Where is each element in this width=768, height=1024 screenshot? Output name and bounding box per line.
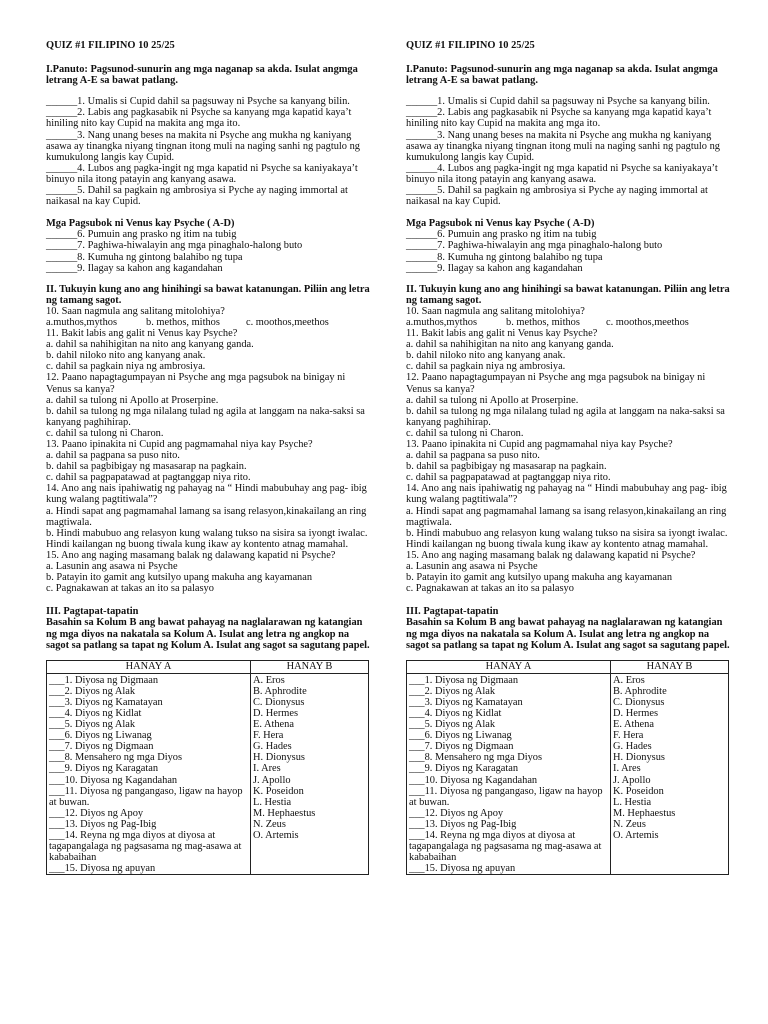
hanay-a-item: ___3. Diyos ng Kamatayan (49, 696, 163, 708)
quiz-title: QUIZ #1 FILIPINO 10 25/25 (406, 40, 535, 51)
part2-line: b. Patayin ito gamit ang kutsilyo upang makuha ang kayamanan (46, 572, 313, 584)
part2-line: c. dahil sa pagpapatawad at pagtanggap niya rito. (46, 472, 251, 484)
hanay-b-item: H. Dionysus (613, 752, 665, 764)
hanay-b-item: G. Hades (613, 741, 652, 753)
part2-line: 11. Bakit labis ang galit ni Venus kay Psyche? (46, 328, 238, 340)
trial-item: ______6. Pumuin ang prasko ng itim na tubig (406, 229, 597, 241)
hanay-b-item: G. Hades (253, 741, 292, 753)
part2-line: 12. Paano napagtagumpayan ni Psyche ang mga pagsubok na binigay ni Venus sa kanya? (406, 372, 706, 395)
part2-line: b. dahil niloko nito ang kanyang anak. (406, 350, 566, 362)
hanay-b-item: C. Dionysus (253, 696, 305, 708)
option-b: b. methos, mithos (146, 316, 220, 328)
hanay-a-item: ___7. Diyos ng Digmaan (409, 741, 514, 753)
hanay-a-item: ___10. Diyosa ng Kagandahan (49, 774, 178, 786)
hanay-a-item: ___9. Diyos ng Karagatan (409, 763, 519, 775)
hanay-a-header: HANAY A (407, 660, 611, 673)
part2-line: c. dahil sa pagpapatawad at pagtanggap niya rito. (406, 472, 611, 484)
hanay-b-item: L. Hestia (613, 796, 652, 808)
part2-heading: II. Tukuyin kung ano ang hinihingi sa bawat katanungan. Piliin ang letra ng tamang sagot. (406, 283, 730, 306)
hanay-a-item: ___14. Reyna ng mga diyos at diyosa at tagapangalaga ng pagsasama ng mag-asawa at kababaihan (409, 830, 602, 864)
hanay-a-item: ___11. Diyosa ng pangangaso, ligaw na hayop at buwan. (49, 785, 243, 808)
quiz-copy-right (406, 40, 731, 875)
part2-line: a. dahil sa nahihigitan na nito ang kanyang ganda. (406, 339, 614, 351)
part2-line: 13. Paano ipinakita ni Cupid ang pagmamahal niya kay Psyche? (46, 439, 313, 450)
part3-instruction: Basahin sa Kolum B ang bawat pahayag na naglalarawan ng katangian ng mga diyos na nakatala sa Kolum A. Isulat ang letra ng angkop na sagot sa patlang sa tapat ng Kolum A. Isulat ang sagot sa sagutang papel. (46, 617, 370, 651)
hanay-a-item: ___5. Diyos ng Alak (409, 719, 496, 731)
part2-line: a. dahil sa tulong ni Apollo at Proserpine. (406, 394, 579, 406)
hanay-a-item: ___5. Diyos ng Alak (49, 719, 136, 731)
hanay-b-item: M. Hephaestus (613, 807, 676, 819)
part2-items (46, 328, 371, 594)
hanay-b-header: HANAY B (611, 660, 729, 673)
trial-item: ______7. Paghiwa-hiwalayin ang mga pinaghalo-halong buto (46, 240, 303, 252)
hanay-b-item: O. Artemis (613, 830, 659, 841)
question-10-options (46, 317, 371, 328)
trial-item: ______9. Ilagay sa kahon ang kagandahan (406, 262, 583, 274)
part1-heading: I.Panuto: Pagsunod-sunurin ang mga naganap sa akda. Isulat angmga letrang A-E sa bawat patlang. (406, 64, 718, 87)
question-10: 10. Saan nagmula ang salitang mitolohiya? (406, 305, 585, 317)
part2-line: c. dahil sa tulong ni Charon. (46, 427, 164, 439)
matching-table-body (47, 673, 369, 875)
trial-item: ______8. Kumuha ng gintong balahibo ng tupa (46, 251, 243, 263)
part1-items (46, 96, 371, 207)
hanay-b-column (251, 673, 369, 875)
quiz-copy-left (46, 40, 371, 875)
hanay-b-item: M. Hephaestus (253, 807, 316, 819)
part2-line: 14. Ano ang nais ipahiwatig ng pahayag na “ Hindi mabubuhay ang pag- ibig kung walang pagtitiwala”? (406, 483, 727, 506)
part1-item: ______4. Lubos ang pagka-ingit ng mga kapatid ni Psyche sa kaniyakaya’t binuyo nila itong patayin ang kanyang asawa. (406, 162, 718, 185)
part1-item: ______1. Umalis si Cupid dahil sa pagsuway ni Psyche sa kanyang bilin. (46, 96, 350, 108)
trials-items (406, 229, 731, 273)
matching-table-header (407, 660, 729, 673)
hanay-a-item: ___15. Diyosa ng apuyan (49, 863, 156, 875)
part2-line: b. Hindi mabubuo ang relasyon kung walang tukso na sisira sa iyongt iwalac. Hindi kailangan ng buong tiwala kung ikaw ay kontento atnag mamahal. (46, 527, 368, 550)
option-b: b. methos, mithos (506, 316, 580, 328)
part1-item: ______4. Lubos ang pagka-ingit ng mga kapatid ni Psyche sa kaniyakaya’t binuyo nila itong patayin ang kanyang asawa. (46, 162, 358, 185)
matching-table (406, 660, 729, 876)
part3-heading: III. Pagtapat-tapatin (46, 606, 139, 618)
hanay-a-item: ___2. Diyos ng Alak (49, 685, 136, 697)
hanay-a-item: ___10. Diyosa ng Kagandahan (409, 774, 538, 786)
hanay-a-header: HANAY A (47, 660, 251, 673)
hanay-b-item: D. Hermes (613, 707, 659, 719)
part2-line: b. dahil niloko nito ang kanyang anak. (46, 350, 206, 362)
hanay-b-item: B. Aphrodite (253, 685, 307, 697)
part2-line: a. Lasunin ang asawa ni Psyche (46, 561, 178, 573)
hanay-b-item: K. Poseidon (613, 785, 664, 797)
trials-heading: Mga Pagsubok ni Venus kay Psyche ( A-D) (406, 218, 595, 230)
hanay-b-item: I. Ares (253, 763, 281, 775)
hanay-b-item: H. Dionysus (253, 752, 305, 764)
part1-item: ______2. Labis ang pagkasabik ni Psyche sa kanyang mga kapatid kaya’t hiniling nito kay Cupid na makita ang mga ito. (406, 107, 712, 130)
part2-line: c. dahil sa tulong ni Charon. (406, 427, 524, 439)
hanay-a-item: ___9. Diyos ng Karagatan (49, 763, 159, 775)
hanay-a-item: ___6. Diyos ng Liwanag (49, 730, 152, 742)
part2-line: b. dahil sa tulong ng mga nilalang tulad ng agila at langgam na naka-saksi sa kanyang paghihirap. (406, 405, 725, 428)
trial-item: ______7. Paghiwa-hiwalayin ang mga pinaghalo-halong buto (406, 240, 663, 252)
hanay-a-item: ___3. Diyos ng Kamatayan (409, 696, 523, 708)
part3-instruction: Basahin sa Kolum B ang bawat pahayag na naglalarawan ng katangian ng mga diyos na nakatala sa Kolum A. Isulat ang letra ng angkop na sagot sa patlang sa tapat ng Kolum A. Isulat ang sagot sa sagutang papel. (406, 617, 730, 651)
matching-table-body (407, 673, 729, 875)
part2-line: b. dahil sa pagbibigay ng masasarap na pagkain. (46, 461, 247, 473)
trial-item: ______6. Pumuin ang prasko ng itim na tubig (46, 229, 237, 241)
option-c: c. moothos,meethos (246, 316, 329, 328)
hanay-b-item: N. Zeus (253, 818, 286, 830)
hanay-a-item: ___12. Diyos ng Apoy (49, 807, 144, 819)
hanay-a-column (47, 673, 251, 875)
hanay-a-item: ___13. Diyos ng Pag-Ibig (409, 818, 517, 830)
matching-table-header (47, 660, 369, 673)
trial-item: ______8. Kumuha ng gintong balahibo ng tupa (406, 251, 603, 263)
hanay-b-item: A. Eros (613, 674, 645, 686)
hanay-b-column (611, 673, 729, 875)
hanay-a-item: ___12. Diyos ng Apoy (409, 807, 504, 819)
part2-line: a. Hindi sapat ang pagmamahal lamang sa isang relasyon,kinakailang an ring magtiwala. (406, 505, 727, 528)
part1-item: ______3. Nang unang beses na makita ni Psyche ang mukha ng kaniyang asawa ay tinangka niyang tingnan itong muli na naging sanhi ng pagtulo ng kumukulong langis kay Cupid. (406, 129, 720, 163)
hanay-a-item: ___2. Diyos ng Alak (409, 685, 496, 697)
part1-item: ______3. Nang unang beses na makita ni Psyche ang mukha ng kaniyang asawa ay tinangka niyang tingnan itong muli na naging sanhi ng pagtulo ng kumukulong langis kay Cupid. (46, 129, 360, 163)
part2-heading: II. Tukuyin kung ano ang hinihingi sa bawat katanungan. Piliin ang letra ng tamang sagot. (46, 283, 370, 306)
hanay-a-item: ___8. Mensahero ng mga Diyos (409, 752, 543, 764)
part2-line: a. Hindi sapat ang pagmamahal lamang sa isang relasyon,kinakailang an ring magtiwala. (46, 505, 367, 528)
part2-line: a. Lasunin ang asawa ni Psyche (406, 561, 538, 573)
hanay-a-item: ___6. Diyos ng Liwanag (409, 730, 512, 742)
hanay-b-item: F. Hera (253, 730, 284, 742)
part1-items (406, 96, 731, 207)
part2-line: b. Patayin ito gamit ang kutsilyo upang makuha ang kayamanan (406, 572, 673, 584)
hanay-b-item: C. Dionysus (613, 696, 665, 708)
part1-item: ______1. Umalis si Cupid dahil sa pagsuway ni Psyche sa kanyang bilin. (406, 96, 710, 108)
hanay-b-item: K. Poseidon (253, 785, 304, 797)
part1-item: ______5. Dahil sa pagkain ng ambrosiya si Pyche ay naging immortal at naikasal na kay Cupid. (406, 185, 708, 208)
option-c: c. moothos,meethos (606, 316, 689, 328)
hanay-b-item: B. Aphrodite (613, 685, 667, 697)
hanay-a-item: ___7. Diyos ng Digmaan (49, 741, 154, 753)
hanay-b-item: I. Ares (613, 763, 641, 775)
hanay-a-item: ___15. Diyosa ng apuyan (409, 863, 516, 875)
hanay-b-item: F. Hera (613, 730, 644, 742)
part2-line: a. dahil sa tulong ni Apollo at Proserpine. (46, 394, 219, 406)
part2-line: b. dahil sa pagbibigay ng masasarap na pagkain. (406, 461, 607, 473)
hanay-a-item: ___8. Mensahero ng mga Diyos (49, 752, 183, 764)
part2-line: 12. Paano napagtagumpayan ni Psyche ang mga pagsubok na binigay ni Venus sa kanya? (46, 372, 346, 395)
part2-line: a. dahil sa pagpana sa puso nito. (406, 450, 540, 462)
option-a: a.muthos,mythos (46, 316, 118, 328)
part2-line: 13. Paano ipinakita ni Cupid ang pagmamahal niya kay Psyche? (406, 439, 673, 450)
hanay-b-item: J. Apollo (253, 774, 291, 786)
part1-item: ______2. Labis ang pagkasabik ni Psyche sa kanyang mga kapatid kaya’t hiniling nito kay Cupid na makita ang mga ito. (46, 107, 352, 130)
part2-items (406, 328, 731, 594)
hanay-b-item: J. Apollo (613, 774, 651, 786)
hanay-b-item: E. Athena (253, 719, 294, 731)
question-10-options (406, 317, 731, 328)
part1-item: ______5. Dahil sa pagkain ng ambrosiya si Pyche ay naging immortal at naikasal na kay Cupid. (46, 185, 348, 208)
trials-items (46, 229, 371, 273)
hanay-b-item: E. Athena (613, 719, 654, 731)
part2-line: c. Pagnakawan at takas an ito sa palasyo (406, 583, 574, 595)
part3-heading: III. Pagtapat-tapatin (406, 606, 499, 618)
trial-item: ______9. Ilagay sa kahon ang kagandahan (46, 262, 223, 274)
part1-heading: I.Panuto: Pagsunod-sunurin ang mga naganap sa akda. Isulat angmga letrang A-E sa bawat patlang. (46, 64, 358, 87)
hanay-b-header: HANAY B (251, 660, 369, 673)
trials-heading: Mga Pagsubok ni Venus kay Psyche ( A-D) (46, 218, 235, 230)
part2-line: c. dahil sa pagkain niya ng ambrosiya. (406, 361, 566, 373)
part2-line: c. Pagnakawan at takas an ito sa palasyo (46, 583, 214, 595)
part2-line: b. Hindi mabubuo ang relasyon kung walang tukso na sisira sa iyongt iwalac. Hindi kailangan ng buong tiwala kung ikaw ay kontento atnag mamahal. (406, 527, 728, 550)
part2-line: b. dahil sa tulong ng mga nilalang tulad ng agila at langgam na naka-saksi sa kanyang paghihirap. (46, 405, 365, 428)
hanay-a-item: ___4. Diyos ng Kidlat (49, 707, 142, 719)
hanay-a-item: ___1. Diyosa ng Digmaan (409, 674, 519, 686)
part2-line: 14. Ano ang nais ipahiwatig ng pahayag na “ Hindi mabubuhay ang pag- ibig kung walang pagtitiwala”? (46, 483, 367, 506)
question-10: 10. Saan nagmula ang salitang mitolohiya? (46, 305, 225, 317)
hanay-a-column (407, 673, 611, 875)
quiz-title: QUIZ #1 FILIPINO 10 25/25 (46, 40, 175, 51)
part2-line: a. dahil sa nahihigitan na nito ang kanyang ganda. (46, 339, 254, 351)
matching-table (46, 660, 369, 876)
hanay-a-item: ___14. Reyna ng mga diyos at diyosa at tagapangalaga ng pagsasama ng mag-asawa at kababaihan (49, 830, 242, 864)
option-a: a.muthos,mythos (406, 316, 478, 328)
part2-line: 15. Ano ang naging masamang balak ng dalawang kapatid ni Psyche? (406, 549, 696, 561)
hanay-b-item: O. Artemis (253, 830, 299, 841)
hanay-b-item: D. Hermes (253, 707, 299, 719)
part2-line: 11. Bakit labis ang galit ni Venus kay Psyche? (406, 328, 598, 340)
part2-line: c. dahil sa pagkain niya ng ambrosiya. (46, 361, 206, 373)
hanay-a-item: ___13. Diyos ng Pag-Ibig (49, 818, 157, 830)
hanay-a-item: ___1. Diyosa ng Digmaan (49, 674, 159, 686)
hanay-b-item: L. Hestia (253, 796, 292, 808)
hanay-a-item: ___4. Diyos ng Kidlat (409, 707, 502, 719)
hanay-b-item: N. Zeus (613, 818, 646, 830)
hanay-b-item: A. Eros (253, 674, 285, 686)
part2-line: 15. Ano ang naging masamang balak ng dalawang kapatid ni Psyche? (46, 549, 336, 561)
part2-line: a. dahil sa pagpana sa puso nito. (46, 450, 180, 462)
hanay-a-item: ___11. Diyosa ng pangangaso, ligaw na hayop at buwan. (409, 785, 603, 808)
